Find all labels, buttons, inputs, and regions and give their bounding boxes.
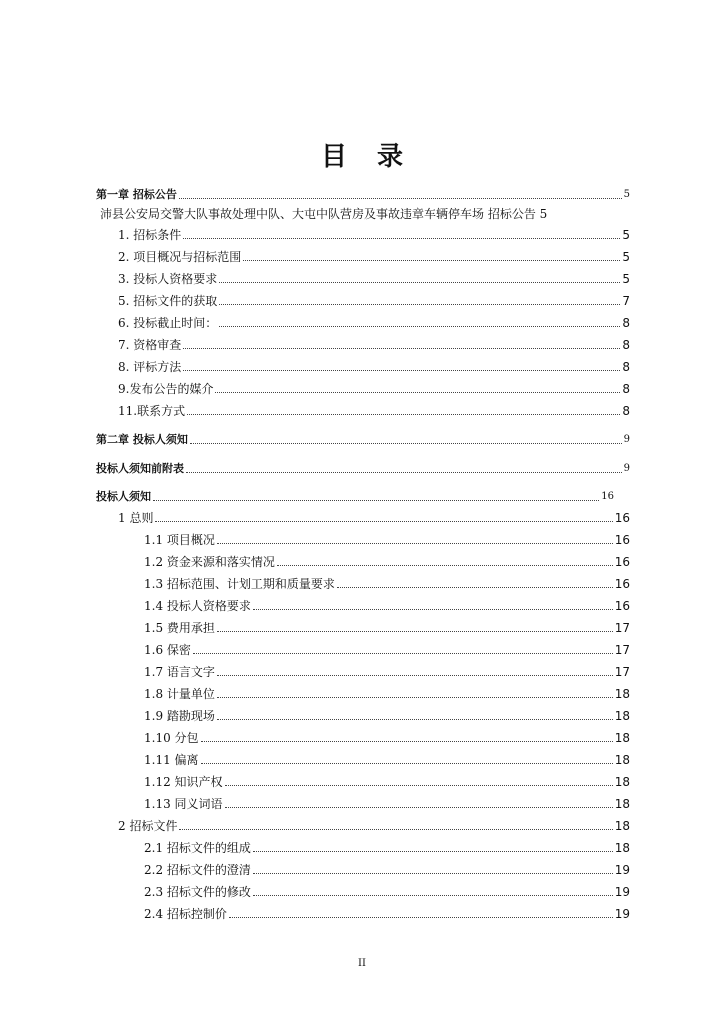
toc-entry-page: 18 bbox=[614, 687, 630, 701]
toc-entry-label: 1. 招标条件 bbox=[118, 228, 182, 242]
toc-entry[interactable] bbox=[96, 272, 630, 286]
toc-entry-label: 11.联系方式 bbox=[118, 404, 186, 418]
toc-entry-label: 1.12 知识产权 bbox=[144, 775, 223, 789]
title-char-2: 录 bbox=[377, 142, 404, 172]
toc-leader-dots bbox=[243, 260, 620, 261]
toc-entry-label: 1.6 保密 bbox=[144, 643, 191, 657]
toc-entry-general[interactable] bbox=[96, 511, 630, 525]
toc-entry-label: 1.9 踏勘现场 bbox=[144, 709, 215, 723]
toc-leader-dots bbox=[217, 675, 613, 676]
toc-entry[interactable] bbox=[96, 775, 630, 789]
toc-leader-dots bbox=[219, 326, 620, 327]
toc-entry-label: 7. 资格审查 bbox=[118, 338, 182, 352]
toc-entry[interactable] bbox=[96, 885, 630, 899]
toc-entry-page: 18 bbox=[614, 753, 630, 767]
toc-leader-dots bbox=[253, 851, 613, 852]
toc-entry[interactable] bbox=[96, 555, 630, 569]
toc-entry[interactable] bbox=[96, 753, 630, 767]
toc-leader-dots bbox=[337, 587, 613, 588]
toc-leader-dots bbox=[217, 631, 613, 632]
toc-entry[interactable] bbox=[96, 533, 630, 547]
toc-entry[interactable] bbox=[96, 621, 630, 635]
toc-leader-dots bbox=[253, 895, 613, 896]
toc-entry-page: 16 bbox=[614, 511, 630, 525]
toc-entry-label: 2.4 招标控制价 bbox=[144, 907, 227, 921]
toc-entry-page: 8 bbox=[622, 404, 630, 418]
toc-entry-label: 1.10 分包 bbox=[144, 731, 199, 745]
toc-entry-announcement[interactable] bbox=[96, 207, 547, 221]
toc-leader-dots bbox=[201, 741, 613, 742]
toc-leader-dots bbox=[253, 873, 613, 874]
toc-entry-label: 2.2 招标文件的澄清 bbox=[144, 863, 251, 877]
toc-entry-label: 第一章 招标公告 bbox=[96, 188, 177, 201]
toc-entry-page: 5 bbox=[622, 228, 630, 242]
toc-leader-dots bbox=[179, 198, 622, 199]
toc-entry-label: 1.2 资金来源和落实情况 bbox=[144, 555, 275, 569]
toc-entry-label: 9.发布公告的媒介 bbox=[118, 382, 214, 396]
toc-leader-dots bbox=[155, 521, 612, 522]
toc-entry-label: 沛县公安局交警大队事故处理中队、大屯中队营房及事故违章车辆停车场 招标公告 5 bbox=[100, 207, 548, 221]
toc-entry-page: 5 bbox=[623, 189, 630, 200]
toc-entry-page: 18 bbox=[614, 731, 630, 745]
toc-entry-page: 16 bbox=[614, 577, 630, 591]
toc-entry-chapter-1[interactable] bbox=[96, 188, 630, 202]
toc-leader-dots bbox=[219, 304, 620, 305]
toc-entry[interactable] bbox=[96, 797, 630, 811]
toc-entry[interactable] bbox=[96, 687, 630, 701]
toc-leader-dots bbox=[183, 238, 620, 239]
toc-entry[interactable] bbox=[96, 316, 630, 330]
toc-entry-page: 8 bbox=[622, 316, 630, 330]
toc-entry-page: 9 bbox=[623, 463, 630, 474]
toc-entry-page: 8 bbox=[622, 338, 630, 352]
toc-entry-page: 17 bbox=[614, 621, 630, 635]
toc-entry[interactable] bbox=[96, 863, 630, 877]
toc-leader-dots bbox=[183, 348, 620, 349]
toc-entry-label: 1.7 语言文字 bbox=[144, 665, 215, 679]
toc-entry-page: 5 bbox=[622, 250, 630, 264]
toc-entry[interactable] bbox=[96, 338, 630, 352]
toc-entry-label: 3. 投标人资格要求 bbox=[118, 272, 218, 286]
toc-entry-label: 1.1 项目概况 bbox=[144, 533, 215, 547]
toc-entry-label: 1.13 同义词语 bbox=[144, 797, 223, 811]
toc-leader-dots bbox=[215, 392, 620, 393]
toc-leader-dots bbox=[153, 500, 599, 501]
toc-entry[interactable] bbox=[96, 709, 630, 723]
toc-entry-label: 1.5 费用承担 bbox=[144, 621, 215, 635]
toc-leader-dots bbox=[219, 282, 620, 283]
toc-entry-page: 18 bbox=[614, 709, 630, 723]
toc-leader-dots bbox=[193, 653, 613, 654]
toc-entry-page: 18 bbox=[614, 819, 630, 833]
toc-leader-dots bbox=[217, 543, 613, 544]
toc-entry-label: 投标人须知前附表 bbox=[96, 462, 184, 475]
toc-entry-chapter-2[interactable] bbox=[96, 433, 630, 447]
toc-leader-dots bbox=[190, 443, 622, 444]
toc-leader-dots bbox=[201, 763, 613, 764]
toc-entry-label: 1.11 偏离 bbox=[144, 753, 199, 767]
toc-entry-label: 1 总则 bbox=[118, 511, 154, 525]
toc-entry-label: 1.8 计量单位 bbox=[144, 687, 215, 701]
toc-leader-dots bbox=[217, 719, 613, 720]
toc-entry[interactable] bbox=[96, 577, 630, 591]
toc-leader-dots bbox=[225, 785, 613, 786]
toc-leader-dots bbox=[253, 609, 613, 610]
toc-entry[interactable] bbox=[96, 599, 630, 613]
toc-entry[interactable] bbox=[96, 382, 630, 396]
toc-entry-label: 2.1 招标文件的组成 bbox=[144, 841, 251, 855]
toc-entry-label: 第二章 投标人须知 bbox=[96, 433, 188, 446]
toc-entry[interactable] bbox=[96, 404, 630, 418]
toc-entry-page: 17 bbox=[614, 665, 630, 679]
toc-leader-dots bbox=[229, 917, 613, 918]
toc-entry[interactable] bbox=[96, 228, 630, 242]
toc-entry-label: 2 招标文件 bbox=[118, 819, 178, 833]
toc-entry-page: 19 bbox=[614, 885, 630, 899]
toc-leader-dots bbox=[225, 807, 613, 808]
toc-entry-label: 6. 投标截止时间： bbox=[118, 316, 218, 330]
toc-entry-page: 18 bbox=[614, 797, 630, 811]
toc-entry[interactable] bbox=[96, 294, 630, 308]
toc-entry[interactable] bbox=[96, 731, 630, 745]
toc-entry-page: 18 bbox=[614, 841, 630, 855]
toc-entry-page: 16 bbox=[614, 599, 630, 613]
toc-entry-page: 8 bbox=[622, 360, 630, 374]
toc-entry[interactable] bbox=[96, 250, 630, 264]
toc-leader-dots bbox=[217, 697, 613, 698]
toc-entry-page: 8 bbox=[622, 382, 630, 396]
toc-entry-label: 2.3 招标文件的修改 bbox=[144, 885, 251, 899]
toc-entry-page: 18 bbox=[614, 775, 630, 789]
toc-leader-dots bbox=[277, 565, 613, 566]
toc-leader-dots bbox=[186, 472, 622, 473]
page-footer-number: II bbox=[358, 958, 366, 969]
toc-entry-docs[interactable] bbox=[96, 819, 630, 833]
toc-leader-dots bbox=[183, 370, 620, 371]
toc-entry-page: 17 bbox=[614, 643, 630, 657]
toc-entry-page: 19 bbox=[614, 863, 630, 877]
toc-entry-page: 5 bbox=[622, 272, 630, 286]
toc-leader-dots bbox=[179, 829, 612, 830]
toc-entry[interactable] bbox=[96, 360, 630, 374]
toc-entry[interactable] bbox=[96, 907, 630, 921]
toc-entry-page: 16 bbox=[614, 555, 630, 569]
title-char-1: 目 bbox=[320, 142, 347, 172]
toc-entry-label: 1.3 招标范围、计划工期和质量要求 bbox=[144, 577, 335, 591]
toc-entry-label: 1.4 投标人资格要求 bbox=[144, 599, 251, 613]
toc-entry-appendix[interactable] bbox=[96, 462, 630, 476]
toc-entry[interactable] bbox=[96, 665, 630, 679]
toc-entry[interactable] bbox=[96, 643, 630, 657]
toc-entry-page: 19 bbox=[614, 907, 630, 921]
toc-leader-dots bbox=[187, 414, 620, 415]
toc-entry[interactable] bbox=[96, 841, 630, 855]
toc-entry-label: 2. 项目概况与招标范围 bbox=[118, 250, 242, 264]
toc-entry-label: 8. 评标方法 bbox=[118, 360, 182, 374]
toc-entry-label: 投标人须知 bbox=[96, 490, 151, 503]
toc-entry-page: 9 bbox=[623, 434, 630, 445]
toc-entry-page: 16 bbox=[601, 491, 614, 502]
toc-entry-label: 5. 招标文件的获取 bbox=[118, 294, 218, 308]
toc-entry-page: 7 bbox=[622, 294, 630, 308]
toc-entry-notice[interactable] bbox=[96, 490, 614, 504]
toc-entry-page: 16 bbox=[614, 533, 630, 547]
page-title bbox=[0, 136, 724, 173]
